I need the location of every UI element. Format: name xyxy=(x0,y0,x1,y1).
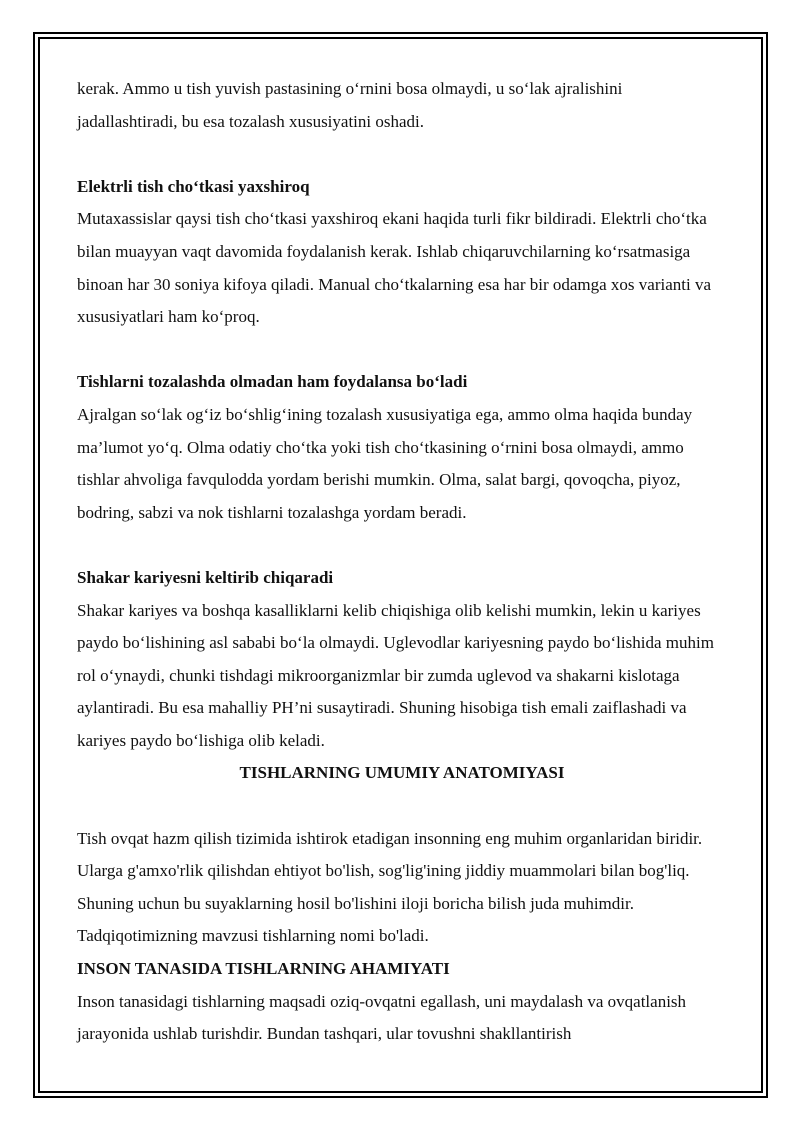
spacer xyxy=(77,334,727,367)
heading-tooth-anatomy: TISHLARNING UMUMIY ANATOMIYASI xyxy=(239,763,565,783)
heading-electric-toothbrush: Elektrli tish cho‘tkasi yaxshiroq xyxy=(77,176,310,196)
spacer xyxy=(77,529,727,562)
heading-teeth-importance: INSON TANASIDA TISHLARNING AHAMIYATI xyxy=(77,959,450,979)
heading-apple-cleaning: Tishlarni tozalashda olmadan ham foydalansa bo‘ladi xyxy=(77,372,468,392)
paragraph-intro: kerak. Ammo u tish yuvish pastasining o‘rnini bosa olmaydi, u so‘lak ajralishini jadallashtiradi, bu esa tozalash xususiyatini oshadi. xyxy=(77,79,623,131)
paragraph-teeth-importance: Inson tanasidagi tishlarning maqsadi oziq-ovqatni egallash, uni maydalash va ovqatlanish jarayonida ushlab turishdir. Bundan tashqari, ular tovushni shakllantirish xyxy=(77,991,687,1044)
spacer xyxy=(77,138,727,171)
paragraph-tooth-anatomy: Tish ovqat hazm qilish tizimida ishtirok etadigan insonning eng muhim organlaridan biridir. Ularga g'amxo'rlik qilishdan ehtiyot bo'lish, sog'lig'ining jiddiy muammolari bilan bog'liq. Shuning uchun bu suyaklarning hosil bo'lishini iloji boricha bilish juda muhimdir. Tadqiqotimizning mavzusi tishlarning nomi bo'ladi. xyxy=(77,828,703,946)
document-body xyxy=(77,73,727,1051)
paragraph-electric-toothbrush: Mutaxassislar qaysi tish cho‘tkasi yaxshiroq ekani haqida turli fikr bildiradi. Elektrli cho‘tka bilan muayyan vaqt davomida foydalanish kerak. Ishlab chiqaruvchilarning ko‘rsatmasiga binoan har 30 soniya kifoya qiladi. Manual cho‘tkalarning esa har bir odamga xos varianti va xususiyatlari ham ko‘proq. xyxy=(77,209,712,327)
heading-sugar-caries: Shakar kariyesni keltirib chiqaradi xyxy=(77,567,334,587)
spacer xyxy=(77,790,727,823)
paragraph-sugar-caries: Shakar kariyes va boshqa kasalliklarni kelib chiqishiga olib kelishi mumkin, lekin u kariyes paydo bo‘lishining asl sababi bo‘la olmaydi. Uglevodlar kariyesning paydo bo‘lishida muhim rol o‘ynaydi, chunki tishdagi mikroorganizmlar bir zumda uglevod va shakarni kislotaga aylantiradi. Bu esa mahalliy PH’ni susaytiradi. Shuning hisobiga tish emali zaiflashadi va kariyes paydo bo‘lishiga olib keladi. xyxy=(77,600,714,750)
paragraph-apple-cleaning: Ajralgan so‘lak og‘iz bo‘shlig‘ining tozalash xususiyatiga ega, ammo olma haqida bunday ma’lumot yo‘q. Olma odatiy cho‘tka yoki tish cho‘tkasining o‘rnini bosa olmaydi, ammo tishlar ahvoliga favqulodda yordam berishi mumkin. Olma, salat bargi, qovoqcha, piyoz, bodring, sabzi va nok tishlarni tozalashga yordam beradi. xyxy=(77,404,693,522)
